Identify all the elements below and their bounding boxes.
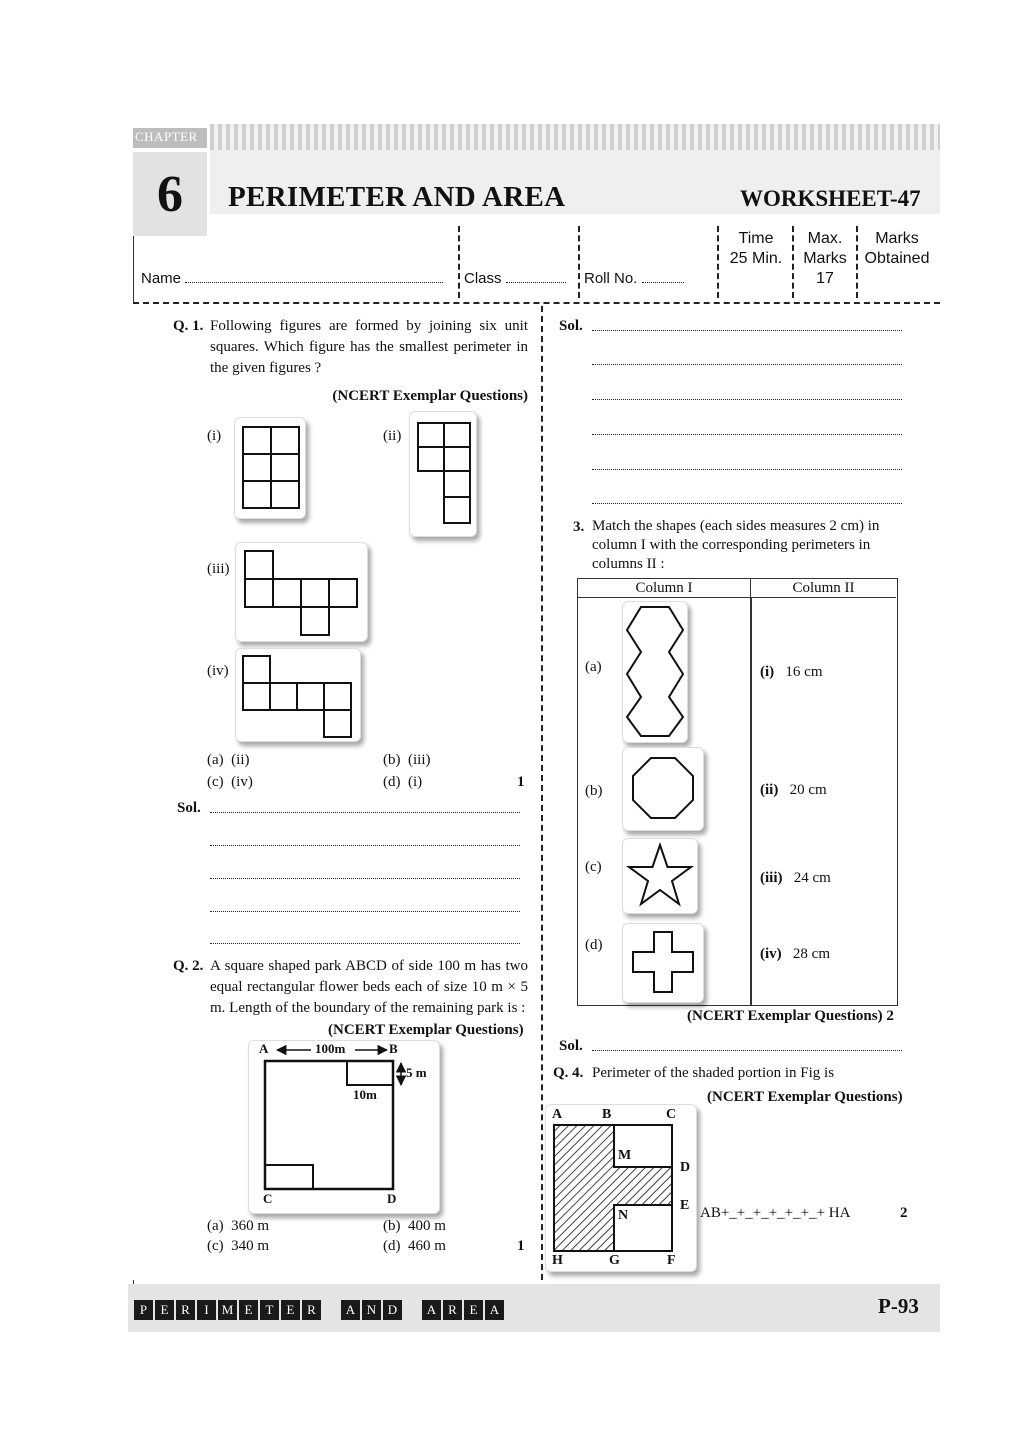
time-value: 25 Min. bbox=[729, 250, 783, 267]
footer-letter: A bbox=[422, 1300, 441, 1320]
name-label: Name bbox=[141, 270, 182, 287]
page-title: PERIMETER AND AREA bbox=[228, 181, 566, 213]
q4-label-h: H bbox=[552, 1253, 563, 1268]
park-side-label: 100m bbox=[315, 1041, 346, 1056]
col1-header: Column I bbox=[578, 579, 751, 598]
q2-marks: 1 bbox=[517, 1238, 525, 1254]
q2-option-a[interactable]: (a) 360 m bbox=[207, 1218, 270, 1234]
park-label-d: D bbox=[387, 1191, 397, 1206]
q2-park-figure bbox=[248, 1040, 440, 1214]
footer-letter: M bbox=[218, 1300, 237, 1320]
time-box bbox=[722, 229, 790, 269]
divider-2 bbox=[578, 226, 580, 298]
r-sol-line-5[interactable] bbox=[592, 469, 902, 470]
shape-d-svg bbox=[623, 924, 703, 1002]
q1-sol-line-3[interactable] bbox=[210, 878, 520, 879]
row-b-match: (ii) 20 cm bbox=[760, 782, 827, 798]
q2-number: Q. 2. bbox=[173, 958, 204, 974]
col2-header: Column II bbox=[751, 579, 896, 598]
footer-title bbox=[134, 1300, 506, 1322]
q4-number: Q. 4. bbox=[553, 1065, 584, 1081]
footer-letter: R bbox=[176, 1300, 195, 1320]
max-marks-value: 17 bbox=[816, 270, 834, 287]
figure-i bbox=[234, 417, 306, 519]
divider-1 bbox=[458, 226, 460, 298]
fig-label-ii: (ii) bbox=[383, 428, 402, 444]
q1-sol-line-2[interactable] bbox=[210, 845, 520, 846]
q1-sol-line-4[interactable] bbox=[210, 911, 520, 912]
row-a-match: (i) 16 cm bbox=[760, 664, 823, 680]
footer-letter: E bbox=[155, 1300, 174, 1320]
footer-letter: R bbox=[302, 1300, 321, 1320]
class-field[interactable] bbox=[464, 270, 566, 287]
footer-word-and bbox=[341, 1301, 404, 1318]
park-label-a: A bbox=[259, 1041, 269, 1056]
footer-letter: E bbox=[281, 1300, 300, 1320]
chapter-number: 6 bbox=[157, 166, 183, 223]
q4-label-e: E bbox=[680, 1198, 690, 1213]
footer-letter: E bbox=[239, 1300, 258, 1320]
q4-label-g: G bbox=[609, 1253, 620, 1268]
footer-letter: R bbox=[443, 1300, 462, 1320]
row-c-key: (c) bbox=[585, 859, 602, 875]
max-marks-box bbox=[797, 229, 853, 289]
r-sol-line-3[interactable] bbox=[592, 399, 902, 400]
q1-sol-line-1[interactable] bbox=[210, 812, 520, 813]
shape-b-svg bbox=[623, 748, 703, 830]
q2-option-c[interactable]: (c) 340 m bbox=[207, 1238, 270, 1254]
row-d-match: (iv) 28 cm bbox=[760, 946, 830, 962]
row-b-key: (b) bbox=[585, 783, 603, 799]
park-label-c: C bbox=[263, 1191, 273, 1206]
q4-label-c: C bbox=[666, 1107, 677, 1122]
q4-label-f: F bbox=[667, 1253, 676, 1268]
marks-obtained-box bbox=[860, 229, 934, 269]
q1-marks: 1 bbox=[517, 774, 525, 790]
divider-3 bbox=[717, 226, 719, 298]
footer-word-perimeter bbox=[134, 1301, 323, 1318]
header-left-rule bbox=[133, 236, 134, 302]
shape-a bbox=[622, 601, 688, 743]
q1-source: (NCERT Exemplar Questions) bbox=[332, 388, 528, 404]
roll-label: Roll No. bbox=[584, 270, 638, 287]
fig-label-i: (i) bbox=[207, 428, 222, 444]
r-sol-line-1[interactable] bbox=[592, 330, 902, 331]
name-dots bbox=[185, 281, 443, 283]
header-bottom-rule bbox=[133, 302, 940, 304]
footer-letter: A bbox=[485, 1300, 504, 1320]
q4-label-a: A bbox=[552, 1107, 563, 1122]
chapter-label: CHAPTER bbox=[135, 129, 198, 144]
roll-dots bbox=[642, 281, 684, 283]
figure-ii bbox=[409, 411, 477, 537]
q3-number: 3. bbox=[573, 519, 585, 535]
row-a-key: (a) bbox=[585, 659, 602, 675]
row-d-key: (d) bbox=[585, 937, 603, 953]
footer-word-area bbox=[422, 1301, 506, 1318]
footer-letter: T bbox=[260, 1300, 279, 1320]
r-sol-label: Sol. bbox=[559, 318, 583, 334]
shape-b bbox=[622, 747, 704, 831]
class-dots bbox=[506, 281, 566, 283]
q2-text: A square shaped park ABCD of side 100 m has two equal rectangular flower beds each of size 10 m × 5 m. Length of the boundary of the remaining park is : bbox=[210, 958, 528, 1016]
q3-text: Match the shapes (each sides measures 2 cm) in column I with the corresponding perimeters in columns II : bbox=[592, 518, 880, 572]
q1-option-b[interactable]: (b) (iii) bbox=[383, 752, 431, 768]
page-number: P-93 bbox=[878, 1294, 919, 1318]
r-sol2-line[interactable] bbox=[592, 1050, 902, 1051]
shape-c bbox=[622, 838, 698, 914]
r-sol2-label: Sol. bbox=[559, 1038, 583, 1054]
q1-option-d[interactable]: (d) (i) bbox=[383, 774, 423, 790]
figure-iv bbox=[235, 648, 361, 742]
q2-option-b[interactable]: (b) 400 m bbox=[383, 1218, 446, 1234]
q2-source: (NCERT Exemplar Questions) bbox=[324, 1020, 524, 1041]
worksheet-number: WORKSHEET-47 bbox=[740, 186, 921, 211]
q4-label-m: M bbox=[618, 1148, 632, 1163]
divider-4 bbox=[792, 226, 794, 298]
r-sol-line-4[interactable] bbox=[592, 434, 902, 435]
q1-sol-label: Sol. bbox=[177, 800, 201, 816]
marks-obtained-label: Marks Obtained bbox=[864, 230, 930, 267]
figure-iii bbox=[235, 542, 368, 642]
q4-answer: AB+_+_+_+_+_+_+ HA bbox=[700, 1205, 851, 1221]
shape-d bbox=[622, 923, 704, 1003]
q1-option-c[interactable]: (c) (iv) bbox=[207, 774, 253, 790]
shape-c-svg bbox=[623, 839, 697, 913]
column-divider bbox=[541, 306, 543, 1280]
q4-marks: 2 bbox=[900, 1205, 908, 1221]
time-label: Time bbox=[738, 230, 774, 247]
r-sol-line-6[interactable] bbox=[592, 503, 902, 504]
fig-label-iv: (iv) bbox=[207, 663, 229, 679]
park-label-b: B bbox=[389, 1041, 398, 1056]
park-width-label: 10m bbox=[353, 1087, 377, 1102]
footer-letter: I bbox=[197, 1300, 216, 1320]
q1-text: Following figures are formed by joining six unit squares. Which figure has the smallest perimeter in the given figures ? bbox=[210, 318, 528, 376]
roll-field[interactable] bbox=[584, 270, 684, 287]
q3-source: (NCERT Exemplar Questions) 2 bbox=[687, 1008, 894, 1024]
footer-letter: D bbox=[383, 1300, 402, 1320]
header-stripe bbox=[210, 124, 940, 150]
q4-shaded-diagram bbox=[546, 1105, 696, 1271]
footer-letter: N bbox=[362, 1300, 381, 1320]
park-height-label: 5 m bbox=[406, 1065, 427, 1080]
q1-sol-line-5[interactable] bbox=[210, 943, 520, 944]
q1-option-a[interactable]: (a) (ii) bbox=[207, 752, 250, 768]
q1-number: Q. 1. bbox=[173, 318, 204, 334]
class-label: Class bbox=[464, 270, 502, 287]
footer-letter: E bbox=[464, 1300, 483, 1320]
q4-label-b: B bbox=[602, 1107, 612, 1122]
q2-option-d[interactable]: (d) 460 m bbox=[383, 1238, 446, 1254]
q4-source: (NCERT Exemplar Questions) bbox=[707, 1089, 903, 1105]
chapter-number-box bbox=[133, 152, 207, 236]
col-divider bbox=[750, 598, 752, 1005]
q4-label-n: N bbox=[618, 1208, 629, 1223]
footer-letter: P bbox=[134, 1300, 153, 1320]
r-sol-line-2[interactable] bbox=[592, 364, 902, 365]
q4-text: Perimeter of the shaded portion in Fig is bbox=[592, 1065, 835, 1081]
divider-5 bbox=[856, 226, 858, 298]
q4-label-d: D bbox=[680, 1160, 691, 1175]
footer-letter: A bbox=[341, 1300, 360, 1320]
chapter-tab bbox=[133, 128, 207, 148]
name-field[interactable] bbox=[141, 270, 451, 287]
fig-label-iii: (iii) bbox=[207, 561, 230, 577]
shape-a-svg bbox=[623, 602, 687, 742]
row-c-match: (iii) 24 cm bbox=[760, 870, 831, 886]
max-marks-label: Max. Marks bbox=[803, 230, 847, 267]
q4-figure bbox=[545, 1104, 697, 1272]
